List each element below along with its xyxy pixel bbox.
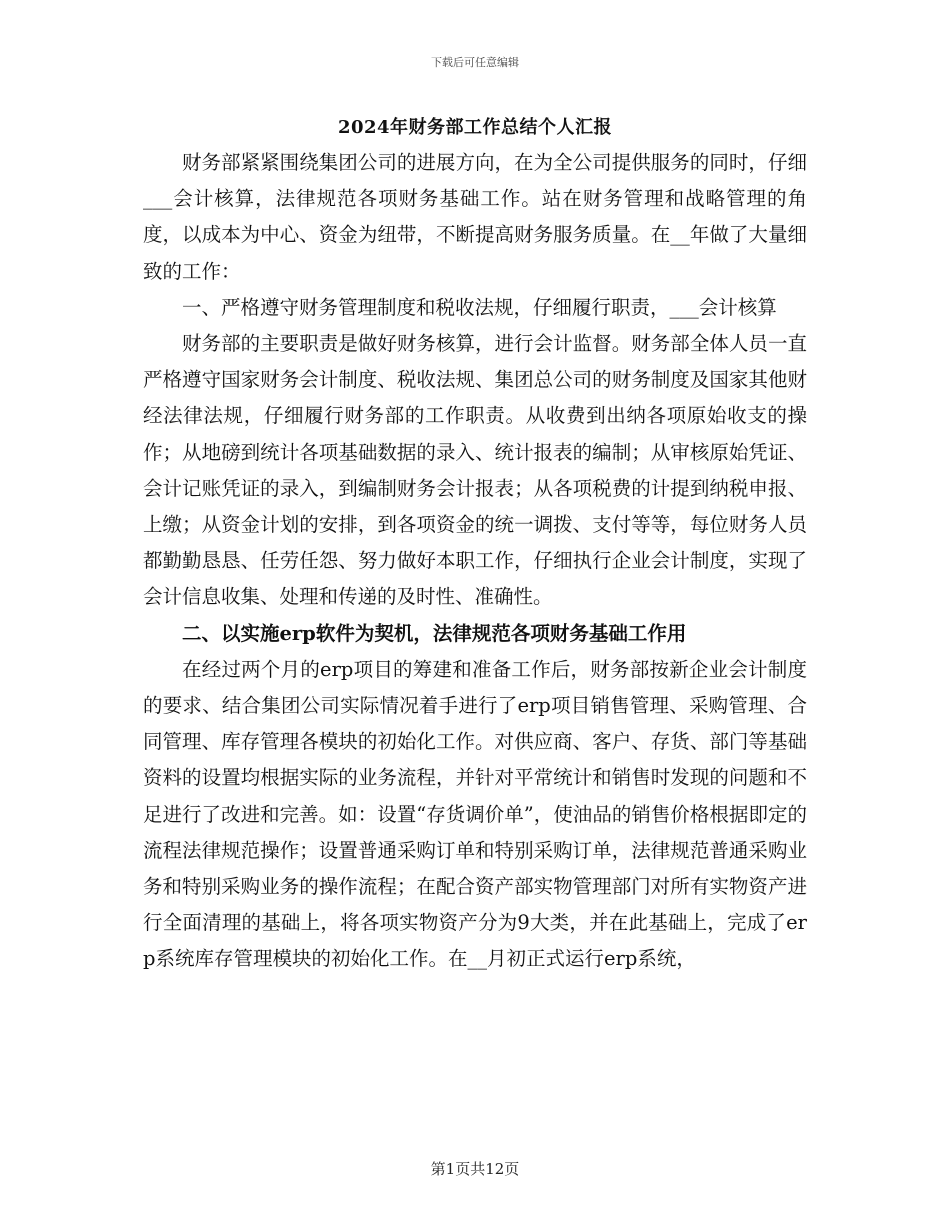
header-note: 下载后可任意编辑 bbox=[431, 56, 519, 69]
section-two-body: 在经过两个月的erp项目的筹建和准备工作后，财务部按新企业会计制度的要求、结合集团公司实际情况着手进行了erp项目销售管理、采购管理、合同管理、库存管理各模块的初始化工作。对供应商、客户、存货、部门等基础资料的设置均根据实际的业务流程，并针对平常统计和销售时发现的问题和不足进行了改进和完善。如：设置“存货调价单”，使油品的销售价格根据即定的流程法律规范操作；设置普通采购订单和特别采购订单，法律规范普通采购业务和特别采购业务的操作流程；在配合资产部实物管理部门对所有实物资产进行全面清理的基础上，将各项实物资产分为9大类，并在此基础上，完成了erp系统库存管理模块的初始化工作。在__月初正式运行erp系统， bbox=[143, 657, 807, 971]
document-body bbox=[143, 145, 807, 978]
page-title: 2024年财务部工作总结个人汇报 bbox=[337, 117, 613, 138]
section-two-heading: 二、以实施erp软件为契机，法律规范各项财务基础工作用 bbox=[182, 621, 687, 645]
intro-paragraph: 财务部紧紧围绕集团公司的进展方向，在为全公司提供服务的同时，仔细___会计核算，法律规范各项财务基础工作。站在财务管理和战略管理的角度，以成本为中心、资金为纽带，不断提高财务服务质量。在__年做了大量细致的工作： bbox=[143, 151, 807, 283]
page-number: 第1页共12页 bbox=[430, 1160, 520, 1178]
section-one-body: 财务部的主要职责是做好财务核算，进行会计监督。财务部全体人员一直严格遵守国家财务会计制度、税收法规、集团总公司的财务制度及国家其他财经法律法规，仔细履行财务部的工作职责。从收费到出纳各项原始收支的操作；从地磅到统计各项基础数据的录入、统计报表的编制；从审核原始凭证、会计记账凭证的录入，到编制财务会计报表；从各项税费的计提到纳税申报、上缴；从资金计划的安排，到各项资金的统一调拨、支付等等，每位财务人员都勤勤恳恳、任劳任怨、努力做好本职工作，仔细执行企业会计制度，实现了会计信息收集、处理和传递的及时性、准确性。 bbox=[143, 332, 807, 609]
section-one-heading: 一、严格遵守财务管理制度和税收法规，仔细履行职责，___会计核算 bbox=[182, 295, 777, 319]
